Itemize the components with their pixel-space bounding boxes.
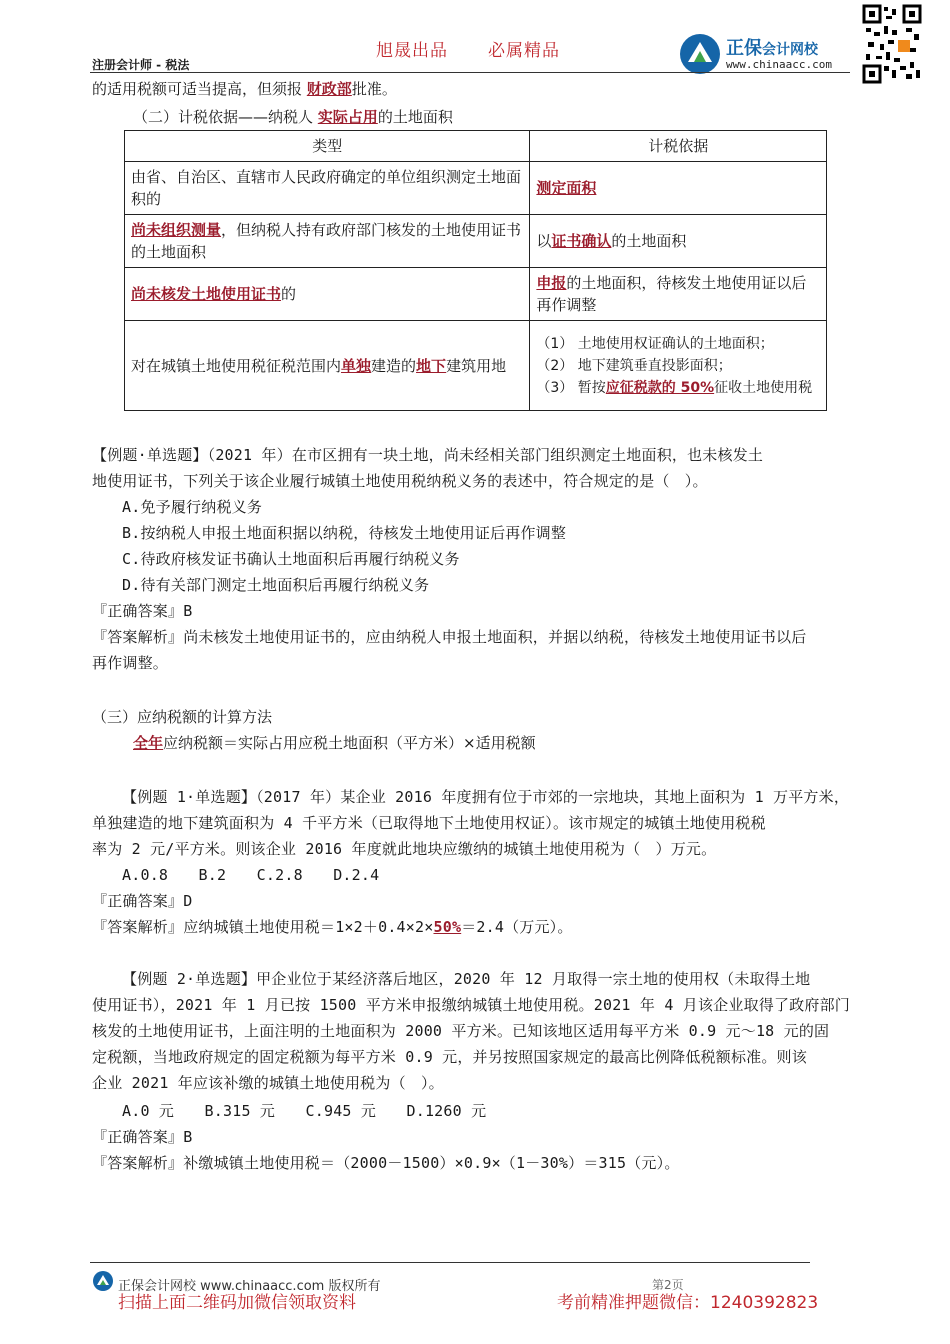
- example2-answer: 『正确答案』D: [92, 892, 193, 910]
- cell-basis: 申报的土地面积，待核发土地使用证以后再作调整: [530, 268, 827, 321]
- cell-type: 由省、自治区、直辖市人民政府确定的单位组织测定土地面积的: [125, 162, 530, 215]
- logo-text: 正保会计网校: [726, 38, 818, 59]
- table-row: [125, 321, 827, 411]
- section2-heading: （二）计税依据——纳税人 实际占用的土地面积: [133, 108, 453, 126]
- highlight-approver: 财政部: [306, 80, 352, 98]
- cell-basis: 测定面积: [530, 162, 827, 215]
- section3-heading: （三）应纳税额的计算方法: [92, 708, 273, 726]
- example1-option-c: C.待政府核发证书确认土地面积后再履行纳税义务: [122, 550, 460, 568]
- header-type: 类型: [125, 131, 530, 162]
- cell-type: 尚未组织测量，但纳税人持有政府部门核发的土地使用证书的土地面积: [125, 215, 530, 268]
- example2-question-line3: 率为 2 元/平方米。则该企业 2016 年度就此地块应缴纳的城镇土地使用税为（ ）万元。: [92, 840, 717, 858]
- tax-formula: 全年应纳税额＝实际占用应税土地面积（平方米）×适用税额: [133, 734, 536, 752]
- footer-wechat-note: 考前精准押题微信：1240392823: [557, 1293, 819, 1313]
- example3-answer: 『正确答案』B: [92, 1128, 193, 1146]
- example1-option-d: D.待有关部门测定土地面积后再履行纳税义务: [122, 576, 430, 594]
- table-row: [125, 162, 827, 215]
- cell-basis: 以证书确认的土地面积: [530, 215, 827, 268]
- logo-url: www.chinaacc.com: [726, 58, 832, 71]
- table-row: [125, 268, 827, 321]
- footer-scan-note: 扫描上面二维码加微信领取资料: [118, 1293, 356, 1313]
- example1-analysis-line2: 再作调整。: [92, 654, 169, 672]
- example1-answer: 『正确答案』B: [92, 602, 193, 620]
- highlight-actual-use: 实际占用: [317, 108, 378, 126]
- example1-option-b: B.按纳税人申报土地面积据以纳税，待核发土地使用证后再作调整: [122, 524, 567, 542]
- page-number: 第2页: [652, 1278, 684, 1292]
- slogan-right: 必属精品: [488, 41, 560, 61]
- brand-logo[interactable]: [678, 32, 858, 76]
- cell-type: 对在城镇土地使用税征税范围内单独建造的地下建筑用地: [125, 321, 530, 411]
- example3-question-line1: 【例题 2·单选题】甲企业位于某经济落后地区，2020 年 12 月取得一宗土地的使用权（未取得土地: [122, 970, 811, 988]
- footer-logo-icon: [92, 1270, 114, 1292]
- example3-options: A.0 元 B.315 元 C.945 元 D.1260 元: [122, 1102, 487, 1120]
- table-row: [125, 215, 827, 268]
- table-header-row: [125, 131, 827, 162]
- intro-line: 的适用税额可适当提高，但须报 财政部批准。: [92, 80, 397, 98]
- example3-question-line4: 定税额，当地政府规定的固定税额为每平方米 0.9 元，并另按照国家规定的最高比例降低税额标准。则该: [92, 1048, 807, 1066]
- example2-question-line1: 【例题 1·单选题】（2017 年）某企业 2016 年度拥有位于市郊的一宗地块，其地上面积为 1 万平方米，: [122, 788, 850, 806]
- example2-options: A.0.8 B.2 C.2.8 D.2.4: [122, 866, 380, 884]
- example1-question-line2: 地使用证书，下列关于该企业履行城镇土地使用税纳税义务的表述中，符合规定的是（ ）。: [92, 472, 708, 490]
- highlight-50-percent: 50%: [433, 918, 462, 936]
- highlight-full-year: 全年: [133, 734, 164, 752]
- example3-question-line3: 核发的土地使用证书，上面注明的土地面积为 2000 平方米。已知该地区适用每平方米 0.9 元～18 元的固: [92, 1022, 830, 1040]
- header-slogan: [376, 36, 600, 61]
- example2-analysis: 『答案解析』应纳城镇土地使用税＝1×2＋0.4×2×50%＝2.4（万元）。: [92, 918, 573, 936]
- example1-option-a: A.免予履行纳税义务: [122, 498, 263, 516]
- logo-icon: [678, 32, 722, 76]
- footer-divider: [90, 1262, 810, 1263]
- cell-basis: （1） 土地使用权证确认的土地面积； （2） 地下建筑垂直投影面积； （3） 暂按应征税款的 50%征收土地使用税: [530, 321, 827, 411]
- qr-code-icon: [862, 4, 922, 84]
- header-divider: [90, 72, 850, 73]
- tax-basis-table: [124, 130, 827, 411]
- example2-question-line2: 单独建造的地下建筑面积为 4 千平方米（已取得地下土地使用权证）。该市规定的城镇土地使用税税: [92, 814, 766, 832]
- example3-analysis: 『答案解析』补缴城镇土地使用税＝（2000－1500）×0.9×（1－30%）＝315（元）。: [92, 1154, 680, 1172]
- example3-question-line5: 企业 2021 年应该补缴的城镇土地使用税为（ ）。: [92, 1074, 444, 1092]
- footer-copyright: 正保会计网校 www.chinaacc.com 版权所有: [118, 1279, 381, 1294]
- slogan-left: 旭晟出品: [376, 41, 448, 61]
- cell-type: 尚未核发土地使用证书的: [125, 268, 530, 321]
- header-basis: 计税依据: [530, 131, 827, 162]
- example1-question-line1: 【例题·单选题】（2021 年）在市区拥有一块土地，尚未经相关部门组织测定土地面积，也未核发土: [92, 446, 764, 464]
- qr-code: [862, 4, 922, 84]
- example1-analysis-line1: 『答案解析』尚未核发土地使用证书的，应由纳税人申报土地面积，并据以纳税，待核发土地使用证书以后: [92, 628, 807, 646]
- example3-question-line2: 使用证书），2021 年 1 月已按 1500 平方米申报缴纳城镇土地使用税。2021 年 4 月该企业取得了政府部门: [92, 996, 850, 1014]
- course-title: 注册会计师 - 税法: [92, 58, 190, 72]
